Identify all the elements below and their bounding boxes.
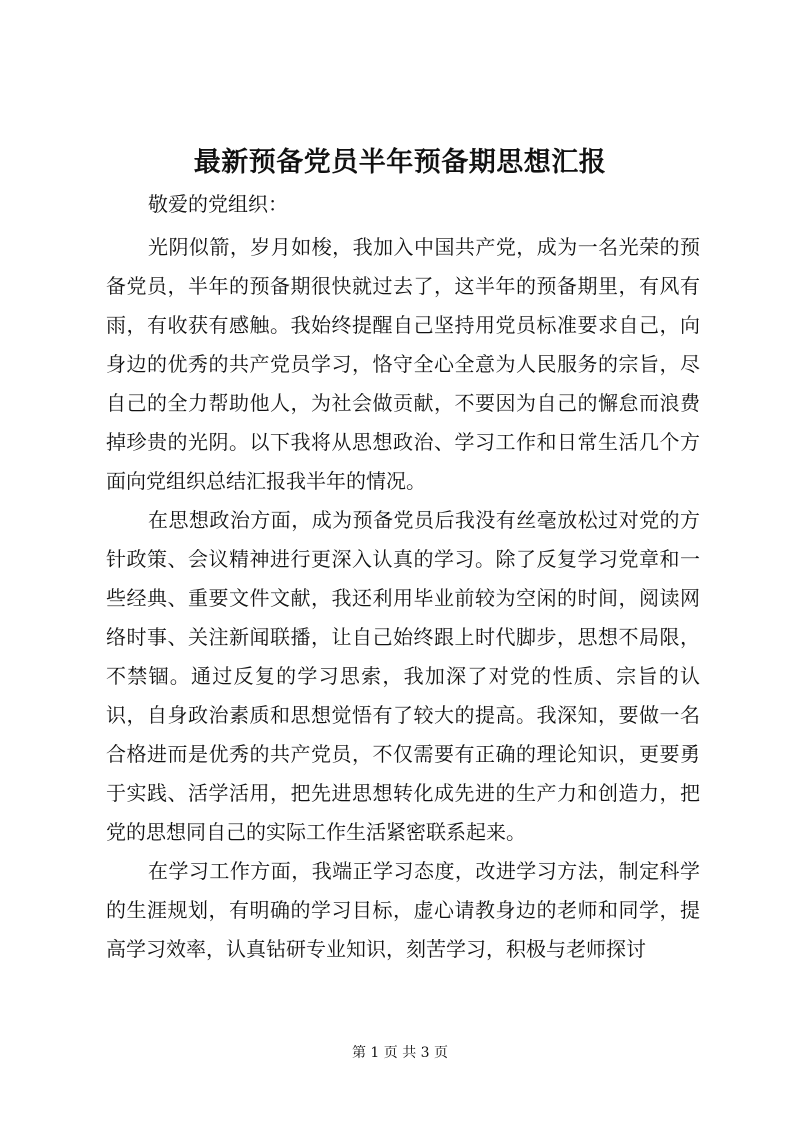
paragraph-political: 在思想政治方面，成为预备党员后我没有丝毫放松过对党的方针政策、会议精神进行更深入认真的学习。除了反复学习党章和一些经典、重要文件文献，我还利用毕业前较为空闲的时间，阅读网络时事、关注新闻联播，让自己始终跟上时代脚步，思想不局限，不禁锢。通过反复的学习思索，我加深了对党的性质、宗旨的认识，自身政治素质和思想觉悟有了较大的提高。我深知，要做一名合格进而是优秀的共产党员，不仅需要有正确的理论知识，更要勇于实践、活学活用，把先进思想转化成先进的生产力和创造力，把党的思想同自己的实际工作生活紧密联系起来。 bbox=[106, 508, 700, 844]
page-number-footer: 第 1 页 共 3 页 bbox=[351, 1045, 449, 1061]
salutation: 敬爱的党组织： bbox=[148, 192, 288, 216]
paragraph-study-work: 在学习工作方面，我端正学习态度，改进学习方法，制定科学的生涯规划，有明确的学习目标，虚心请教身边的老师和同学，提高学习效率，认真钻研专业知识，刻苦学习，积极与老师探讨 bbox=[106, 859, 700, 961]
document-title: 最新预备党员半年预备期思想汇报 bbox=[193, 147, 607, 178]
document-body bbox=[106, 228, 700, 969]
paragraph-intro: 光阴似箭，岁月如梭，我加入中国共产党，成为一名光荣的预备党员，半年的预备期很快就过去了，这半年的预备期里，有风有雨，有收获有感触。我始终提醒自己坚持用党员标准要求自己，向身边的优秀的共产党员学习，恪守全心全意为人民服务的宗旨，尽自己的全力帮助他人，为社会做贡献，不要因为自己的懈怠而浪费掉珍贵的光阴。以下我将从思想政治、学习工作和日常生活几个方面向党组织总结汇报我半年的情况。 bbox=[106, 235, 700, 493]
